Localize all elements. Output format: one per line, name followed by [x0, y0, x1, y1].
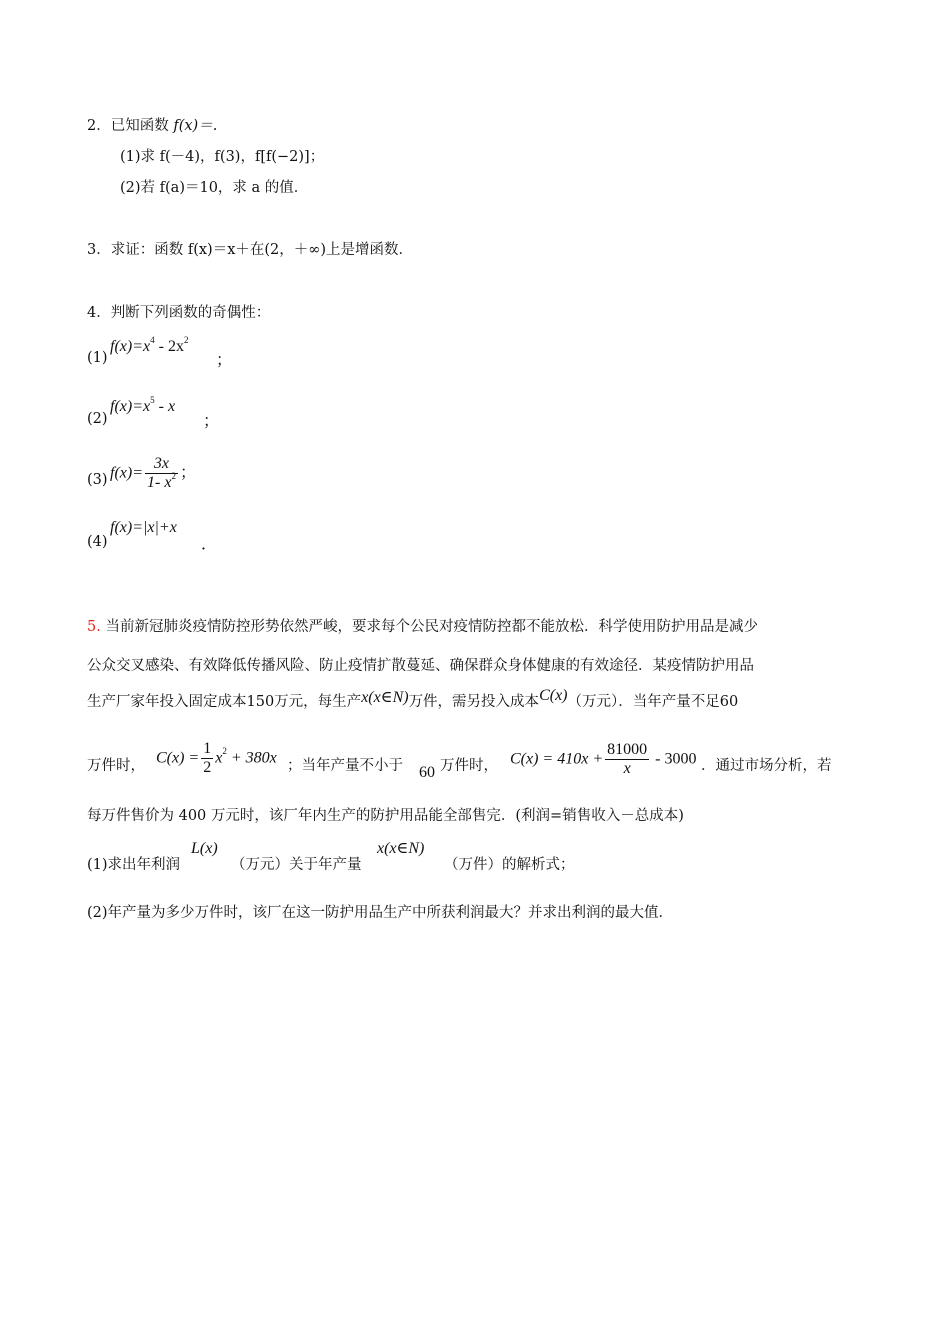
q3-text: 3．求证：函数 f(x)＝x＋在(2，＋∞)上是增函数．: [87, 242, 413, 258]
q4-item-4-expr: f(x)=|x|+x: [110, 519, 177, 536]
q4-item-2-label: (2): [87, 411, 108, 427]
q5-line-2: 公众交叉感染、有效降低传播风险、防止疫情扩散蔓延、确保群众身体健康的有效途径．某疫情防护用品: [87, 658, 754, 674]
q5-line-6-a: (1)求出年利润: [87, 857, 181, 873]
q5-cost-formula-2: C(x) = 410x + $\frac{81000}{x}$ - 3000: [510, 741, 697, 777]
q2-part1-label: (1)求: [120, 149, 160, 165]
q4-item-2-end: ；: [203, 413, 220, 430]
q2-part1-expr: f(－4)，f(3)，f[f(−2)]；: [159, 149, 325, 165]
q5-math-cx: C(x): [539, 687, 568, 704]
q4-item-3-label: (3): [87, 472, 108, 488]
q2-part1: [120, 147, 324, 167]
q5-line-4-d: ．通过市场分析，若: [701, 758, 832, 774]
q5-line-3-a: 生产厂家年投入固定成本150万元，每生产: [87, 694, 362, 710]
q4-item-2-expr: $f(x)=x^5 - x$: [110, 395, 176, 415]
q5-line-3: [87, 687, 867, 712]
q4-head: 4．判断下列函数的奇偶性：: [87, 305, 271, 321]
q5-line-1: [87, 617, 867, 637]
q5-math-x: x(x∈N): [361, 689, 409, 706]
q4-item-4-end: ．: [201, 536, 218, 553]
q4-item-3-expr: f(x)= $\frac{3x}{1- x^2}$ ；: [110, 455, 196, 491]
q4-item-1-expr: $f(x)=x^4 - 2x^2$: [110, 335, 189, 355]
q2-head-text: 2．已知函数: [87, 118, 174, 134]
q5-math-x-2: x(x∈N): [377, 840, 425, 857]
q5-line-7: (2)年产量为多少万件时，该厂在这一防护用品生产中所获利润最大？并求出利润的最大值．: [87, 905, 674, 921]
q5-line-3-c: （万元）．当年产量不足60: [567, 694, 739, 710]
q5-line-3-b: 万件，需另投入成本: [408, 694, 540, 710]
q5-cost-formula-1: C(x) = $\frac{1}{2}$ $x^2 + 380x$: [156, 740, 277, 776]
q4-item-4-label: (4): [87, 534, 108, 550]
q4-item-1-label: (1): [87, 350, 108, 366]
q5-number: 5.: [87, 619, 101, 635]
q5-math-lx: L(x): [191, 840, 218, 857]
q5-line-1-text: 当前新冠肺炎疫情防控形势依然严峻，要求每个公民对疫情防控都不能放松．科学使用防护用品是减少: [100, 619, 758, 635]
q5-line-5: 每万件售价为 400 万元时，该厂年内生产的防护用品能全部售完．(利润=销售收入－总成本): [87, 808, 684, 824]
q5-line-6-c: （万件）的解析式；: [444, 857, 575, 873]
q2-part2: (2)若 f(a)＝10，求 a 的值．: [120, 180, 309, 196]
q5-sixty: 60: [419, 764, 435, 781]
q2-head: [87, 116, 217, 136]
q5-line-4-c: 万件时，: [440, 758, 498, 774]
q5-line-6-b: （万元）关于年产量: [231, 857, 362, 873]
q4-item-1-end: ；: [216, 352, 233, 369]
q2-function: f(x)＝.: [173, 118, 218, 134]
q5-line-4-b: ；当年产量不小于: [287, 758, 403, 774]
q5-line-4-a: 万件时，: [87, 758, 145, 774]
q5-81000-fraction: $\frac{81000}{x}$: [607, 741, 648, 777]
q5-half-fraction: $\frac{1}{2}$: [203, 740, 212, 776]
q4-item-3-fraction: $\frac{3x}{1- x^2}$: [147, 455, 176, 491]
